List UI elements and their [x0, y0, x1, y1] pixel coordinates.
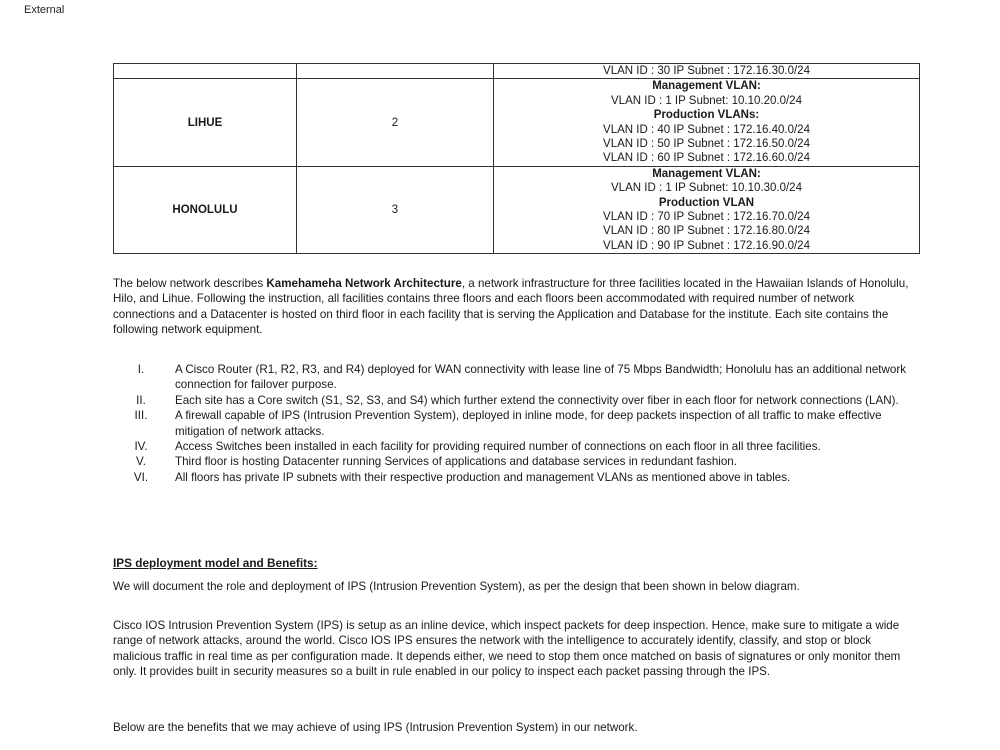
table-row [114, 64, 920, 79]
site-name-cell: LIHUE [114, 79, 297, 166]
list-item-text: A Cisco Router (R1, R2, R3, and R4) deployed for WAN connectivity with lease line of 75 Mbps Bandwidth; Honolulu has an additional network connection for failover purpose. [175, 363, 907, 392]
table-row [114, 79, 920, 166]
vlan-entry: VLAN ID : 60 IP Subnet : 172.16.60.0/24 [603, 152, 810, 165]
floor-count-cell: 3 [297, 166, 494, 253]
list-item-number: IV. [134, 440, 148, 454]
list-item [113, 362, 913, 393]
vlan-entry: VLAN ID : 1 IP Subnet: 10.10.30.0/24 [611, 182, 802, 195]
list-item-number: VI. [133, 470, 149, 484]
ips-section-heading: IPS deployment model and Benefits: [113, 556, 318, 570]
vlan-table-body [114, 64, 920, 254]
list-item [113, 393, 913, 408]
list-item [113, 439, 913, 454]
vlan-entry: VLAN ID : 80 IP Subnet : 172.16.80.0/24 [603, 225, 810, 238]
vlan-group-heading: Production VLAN [658, 196, 755, 209]
vlan-details-cell [494, 166, 920, 253]
vlan-group-heading: Management VLAN: [652, 80, 761, 93]
vlan-table [113, 63, 920, 254]
list-item-number: III. [134, 409, 148, 423]
site-name-cell: HONOLULU [114, 166, 297, 253]
ips-paragraph-1: We will document the role and deployment of IPS (Intrusion Prevention System), as per the design that been shown in below diagram. [113, 580, 800, 593]
list-item [113, 408, 913, 439]
list-item-number: II. [136, 393, 146, 407]
ips-paragraph-3: Below are the benefits that we may achieve of using IPS (Intrusion Prevention System) in our network. [113, 721, 638, 734]
vlan-entry: VLAN ID : 40 IP Subnet : 172.16.40.0/24 [603, 123, 810, 136]
list-item [113, 470, 913, 485]
vlan-entry: VLAN ID : 70 IP Subnet : 172.16.70.0/24 [603, 210, 810, 223]
vlan-entry: VLAN ID : 90 IP Subnet : 172.16.90.0/24 [603, 239, 810, 252]
intro-text-after: , a network infrastructure for three facilities located in the Hawaiian Islands of Honolulu, Hilo, and Lihue. Following the instruction, all facilities contains three floors and each floors been accommodated with required number of network connections and a Datacenter is hosted on third floor in each facility that is serving the Application and Database for the institute. Each site contains the following network equipment. [113, 277, 909, 337]
vlan-entry: VLAN ID : 1 IP Subnet: 10.10.20.0/24 [611, 94, 802, 107]
list-item-text: Access Switches been installed in each facility for providing required number of connections on each floor in all three facilities. [175, 440, 821, 454]
list-item-text: Each site has a Core switch (S1, S2, S3, and S4) which further extend the connectivity over fiber in each floor for network connections (LAN). [175, 393, 899, 407]
vlan-entry: VLAN ID : 30 IP Subnet : 172.16.30.0/24 [603, 65, 810, 77]
list-item-text: A firewall capable of IPS (Intrusion Prevention System), deployed in inline mode, for deep packets inspection of all traffic to make effective mitigation of network attacks. [175, 409, 882, 438]
vlan-entry: VLAN ID : 50 IP Subnet : 172.16.50.0/24 [603, 137, 810, 150]
vlan-group-heading: Management VLAN: [652, 167, 761, 180]
site-name-cell [114, 64, 297, 79]
vlan-details-cell [494, 79, 920, 166]
vlan-details-cell [494, 64, 920, 79]
list-item-text: Third floor is hosting Datacenter running Services of applications and database services in redundant fashion. [175, 455, 737, 469]
classification-label: External [24, 4, 65, 16]
intro-paragraph [113, 276, 913, 338]
floor-count-cell: 2 [297, 79, 494, 166]
list-item-number: I. [137, 363, 145, 376]
vlan-group-heading: Production VLANs: [653, 109, 760, 122]
intro-text-before: The below network describes [113, 277, 267, 290]
list-item-text: All floors has private IP subnets with their respective production and management VLANs as mentioned above in tables. [175, 470, 791, 484]
list-item-number: V. [136, 455, 146, 469]
floor-count-cell [297, 64, 494, 79]
equipment-list [113, 362, 913, 485]
ips-paragraph-2: Cisco IOS Intrusion Prevention System (IPS) is setup as an inline device, which inspect packets for deep inspection. Hence, make sure to mitigate a wide range of network attacks, around the world. Cisco IOS IPS ensures the network with the intelligence to accurately identify, classify, and stop or block malicious traffic in real time as per configuration made. It depends either, we need to stop them once matched on basis of signatures or only monitor them only. It provides built in security measures so a built in rule enabled in our policy to inspect each packet passing through the IPS. [113, 619, 901, 679]
list-item [113, 454, 913, 469]
table-row [114, 166, 920, 253]
intro-emphasis: Kamehameha Network Architecture [266, 277, 462, 290]
